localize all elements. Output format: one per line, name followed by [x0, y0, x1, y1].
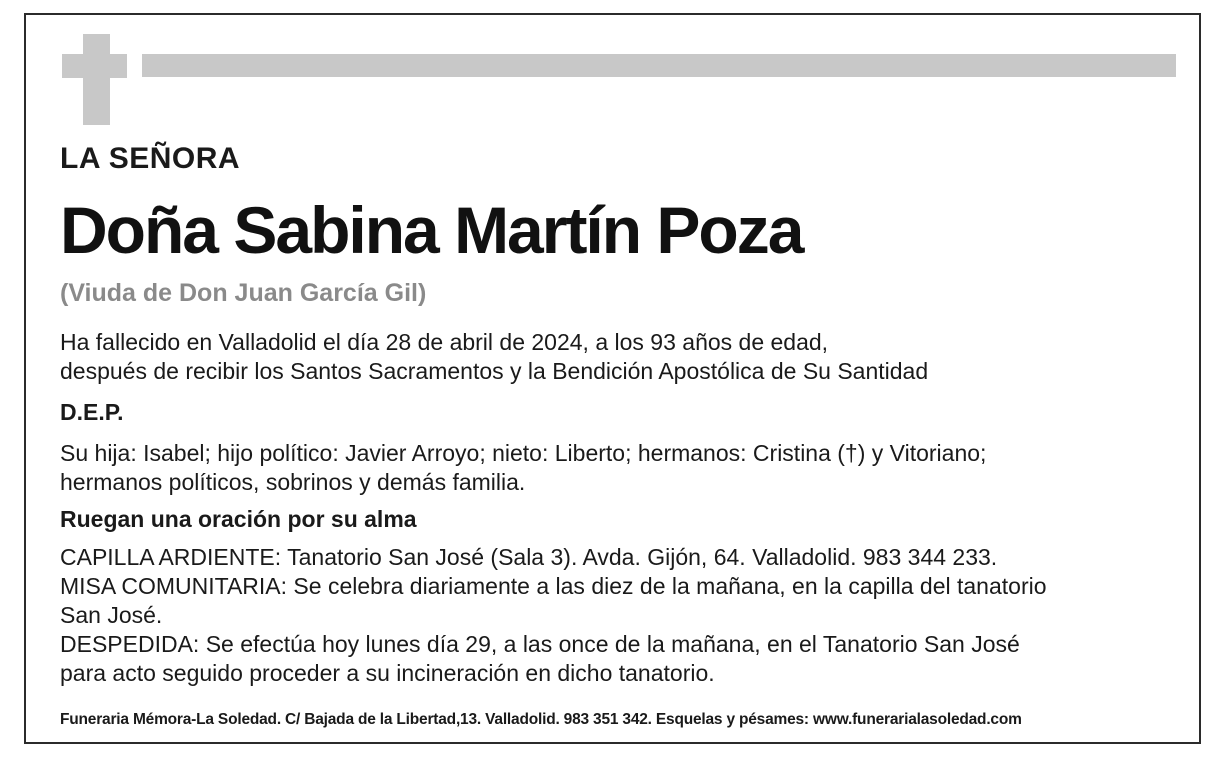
death-line-2: después de recibir los Santos Sacramentos y la Bendición Apostólica de Su Santidad [60, 358, 929, 384]
family-list [60, 439, 986, 497]
deceased-name: Doña Sabina Martín Poza [60, 193, 803, 267]
death-notice [60, 328, 928, 386]
detail-line: MISA COMUNITARIA: Se celebra diariamente a las diez de la mañana, en la capilla del tanatorio [60, 573, 1047, 599]
funeral-home-footer: Funeraria Mémora-La Soledad. C/ Bajada de la Libertad,13. Valladolid. 983 351 342. Esquelas y pésames: www.funerarialasoledad.com [60, 711, 1022, 728]
detail-line: DESPEDIDA: Se efectúa hoy lunes día 29, a las once de la mañana, en el Tanatorio San José [60, 631, 1020, 657]
detail-line: para acto seguido proceder a su incineración en dicho tanatorio. [60, 660, 715, 686]
header-rule [142, 54, 1176, 77]
detail-line: CAPILLA ARDIENTE: Tanatorio San José (Sala 3). Avda. Gijón, 64. Valladolid. 983 344 233. [60, 544, 998, 570]
prayer-request: Ruegan una oración por su alma [60, 506, 417, 532]
cross-vertical-beam [83, 34, 110, 125]
rip-label: D.E.P. [60, 399, 124, 425]
title-la-senora: LA SEÑORA [60, 142, 241, 175]
detail-line: San José. [60, 602, 163, 628]
family-line-1: Su hija: Isabel; hijo político: Javier Arroyo; nieto: Liberto; hermanos: Cristina (†) y Vitoriano; [60, 440, 987, 466]
cross-horizontal-beam [62, 54, 127, 78]
death-line-1: Ha fallecido en Valladolid el día 28 de abril de 2024, a los 93 años de edad, [60, 329, 829, 355]
relation-subtitle: (Viuda de Don Juan García Gil) [60, 279, 427, 307]
family-line-2: hermanos políticos, sobrinos y demás familia. [60, 469, 526, 495]
service-details [60, 543, 1047, 688]
